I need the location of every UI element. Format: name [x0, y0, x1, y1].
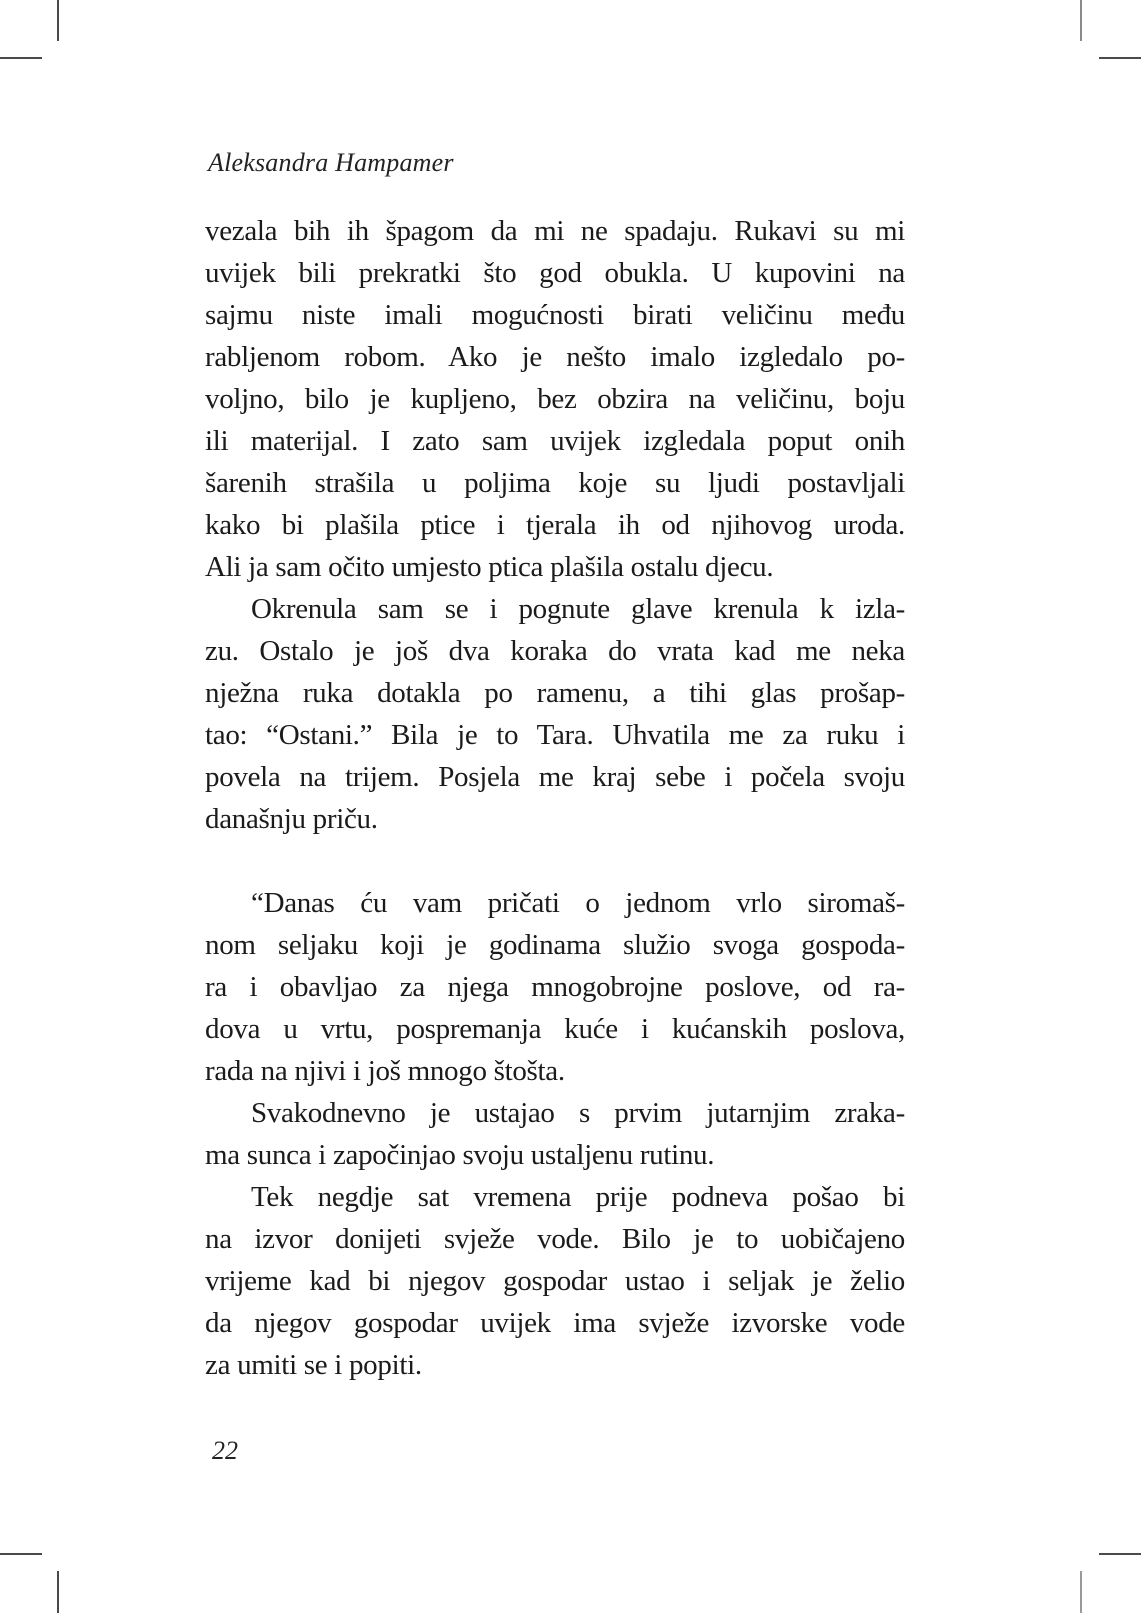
text-line: ili materijal. I zato sam uvijek izgledala poput onih [205, 425, 905, 457]
crop-mark-icon [1080, 0, 1082, 41]
paragraph [205, 1092, 905, 1176]
text-line: šarenih strašila u poljima koje su ljudi postavljali [205, 467, 905, 499]
paragraph [205, 1176, 905, 1386]
text-line: zu. Ostalo je još dva koraka do vrata kad me neka [205, 635, 905, 667]
text-line: nježna ruka dotakla po ramenu, a tihi glas prošap- [205, 677, 905, 709]
text-line: Ali ja sam očito umjesto ptica plašila ostalu djecu. [205, 551, 774, 583]
text-line: rada na njivi i još mnogo štošta. [205, 1055, 565, 1087]
text-line: za umiti se i popiti. [205, 1349, 422, 1381]
crop-mark-icon [0, 57, 42, 59]
crop-mark-icon [1080, 1571, 1082, 1613]
crop-mark-icon [57, 0, 59, 41]
text-line: uvijek bili prekratki što god obukla. U kupovini na [205, 257, 905, 289]
text-line: sajmu niste imali mogućnosti birati veličinu među [205, 299, 905, 331]
text-line: rabljenom robom. Ako je nešto imalo izgledalo po- [205, 341, 905, 373]
text-line: voljno, bilo je kupljeno, bez obzira na veličinu, boju [205, 383, 905, 415]
text-line: nom seljaku koji je godinama služio svoga gospoda- [205, 929, 905, 961]
page-number: 22 [212, 1436, 238, 1465]
text-line: Tek negdje sat vremena prije podneva pošao bi [251, 1181, 905, 1213]
text-line: kako bi plašila ptice i tjerala ih od njihovog uroda. [205, 509, 905, 541]
text-block [205, 210, 905, 1386]
text-line: ma sunca i započinjao svoju ustaljenu rutinu. [205, 1139, 715, 1171]
crop-mark-icon [0, 1553, 42, 1555]
paragraph [205, 588, 905, 840]
crop-mark-icon [1099, 57, 1141, 59]
crop-mark-icon [1099, 1553, 1141, 1555]
text-line: Okrenula sam se i pognute glave krenula k izla- [251, 593, 905, 625]
text-line: da njegov gospodar uvijek ima svježe izvorske vode [205, 1307, 905, 1339]
text-line: na izvor donijeti svježe vode. Bilo je to uobičajeno [205, 1223, 905, 1255]
text-line: “Danas ću vam pričati o jednom vrlo siromaš- [251, 887, 905, 919]
text-line: vrijeme kad bi njegov gospodar ustao i seljak je želio [205, 1265, 905, 1297]
text-line: Svakodnevno je ustajao s prvim jutarnjim zraka- [251, 1097, 905, 1129]
text-line: tao: “Ostani.” Bila je to Tara. Uhvatila me za ruku i [205, 719, 905, 751]
text-line: ra i obavljao za njega mnogobrojne poslove, od ra- [205, 971, 905, 1003]
text-line: današnju priču. [205, 803, 378, 835]
text-line: dova u vrtu, pospremanja kuće i kućanskih poslova, [205, 1013, 905, 1045]
text-line: povela na trijem. Posjela me kraj sebe i počela svoju [205, 761, 905, 793]
crop-mark-icon [57, 1571, 59, 1613]
text-line: vezala bih ih špagom da mi ne spadaju. Rukavi su mi [205, 215, 905, 247]
paragraph [205, 210, 905, 588]
paragraph [205, 882, 905, 1092]
running-header-author: Aleksandra Hampamer [208, 148, 454, 177]
